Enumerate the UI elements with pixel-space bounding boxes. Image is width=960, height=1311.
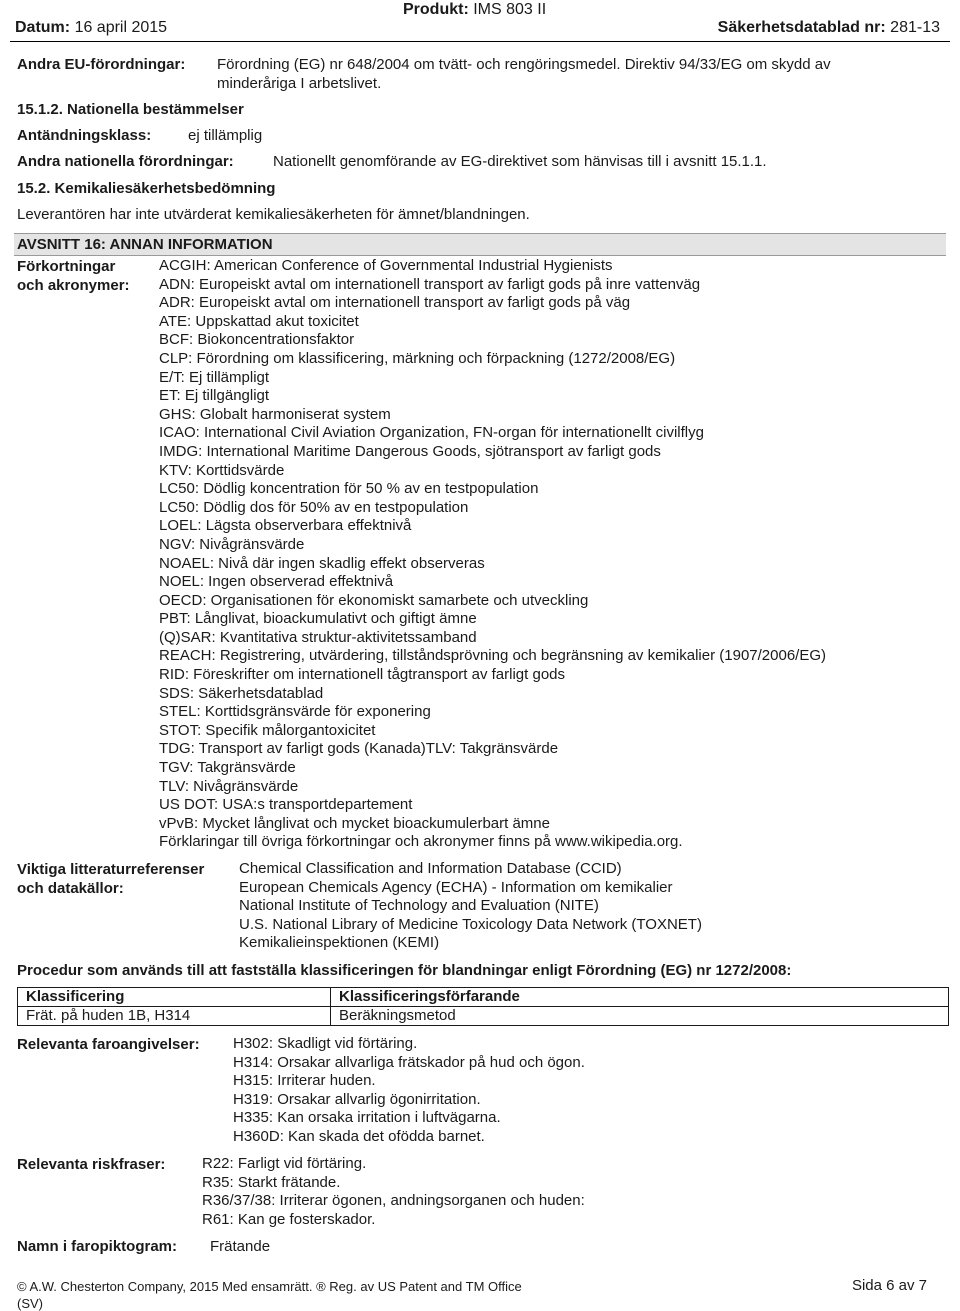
list-item: European Chemicals Agency (ECHA) - Information om kemikalier <box>239 878 673 896</box>
list-item: KTV: Korttidsvärde <box>159 461 285 479</box>
list-item: BCF: Biokoncentrationsfaktor <box>159 331 355 349</box>
abbr-label-1: Förkortningar <box>17 258 116 275</box>
list-item: R36/37/38: Irriterar ögonen, andningsorganen och huden: <box>202 1192 585 1210</box>
list-item: NOEL: Ingen observerad effektnivå <box>159 573 394 591</box>
list-item: ACGIH: American Conference of Governmental Industrial Hygienists <box>159 257 613 274</box>
list-item: NGV: Nivågränsvärde <box>159 535 305 553</box>
hazard-statement-list <box>233 1035 585 1147</box>
eu-text-line1: Förordning (EG) nr 648/2004 om tvätt- och rengöringsmedel. Direktiv 94/33/EG om skydd av <box>217 56 831 73</box>
datum-label: Datum: <box>15 19 71 36</box>
list-item: IMDG: International Maritime Dangerous Goods, sjötransport av farligt gods <box>159 442 661 460</box>
list-item: ET: Ej tillgängligt <box>159 387 270 405</box>
procedur-heading: Procedur som används till att fastställa klassificeringen för blandningar enligt Förordning (EG) nr 1272/2008: <box>17 962 792 979</box>
list-item: Förklaringar till övriga förkortningar och akronymer finns på www.wikipedia.org. <box>159 833 683 851</box>
list-item: ATE: Uppskattad akut toxicitet <box>159 312 359 330</box>
eu-label: Andra EU-förordningar: <box>17 56 186 73</box>
list-item: GHS: Globalt harmoniserat system <box>159 405 391 423</box>
abbreviation-list <box>159 257 826 852</box>
list-item: U.S. National Library of Medicine Toxicology Data Network (TOXNET) <box>239 915 702 933</box>
list-item: REACH: Registrering, utvärdering, tillståndsprövning och begränsning av kemikalier (1907/2006/EG) <box>159 647 827 665</box>
list-item: H335: Kan orsaka irritation i luftvägarna. <box>233 1109 501 1127</box>
list-item: H360D: Kan skada det ofödda barnet. <box>233 1127 485 1145</box>
footer-copyright: © A.W. Chesterton Company, 2015 Med ensamrätt. ® Reg. av US Patent and TM Office <box>17 1279 522 1294</box>
page-header <box>0 0 960 42</box>
list-item: CLP: Förordning om klassificering, märkning och förpackning (1272/2008/EG) <box>159 349 676 367</box>
list-item: ADN: Europeiskt avtal om internationell transport av farligt gods på inre vattenväg <box>159 275 701 293</box>
list-item: H302: Skadligt vid förtäring. <box>233 1035 418 1052</box>
andra-nationella-value: Nationellt genomförande av EG-direktivet som hänvisas till i avsnitt 15.1.1. <box>273 153 767 170</box>
list-item: LOEL: Lägsta observerbara effektnivå <box>159 517 412 535</box>
heading-15-1-2: 15.1.2. Nationella bestämmelser <box>17 101 244 118</box>
produkt <box>403 1 546 19</box>
list-item: SDS: Säkerhetsdatablad <box>159 684 324 702</box>
lit-label-1: Viktiga litteraturreferenser <box>17 861 205 878</box>
table-cell: Beräkningsmetod <box>331 1007 949 1026</box>
list-item: H314: Orsakar allvarliga frätskador på hud och ögon. <box>233 1053 585 1071</box>
list-item: STEL: Korttidsgränsvärde för exponering <box>159 703 431 721</box>
datum-value: 16 april 2015 <box>74 19 168 36</box>
list-item: E/T: Ej tillämpligt <box>159 368 270 386</box>
heading-15-2: 15.2. Kemikaliesäkerhetsbedömning <box>17 180 276 197</box>
andra-nationella-label: Andra nationella förordningar: <box>17 153 234 170</box>
datum <box>15 19 167 37</box>
list-item: TDG: Transport av farligt gods (Kanada)TLV: Takgränsvärde <box>159 740 559 758</box>
list-item: STOT: Specifik målorgantoxicitet <box>159 721 376 739</box>
list-item: R35: Starkt frätande. <box>202 1173 341 1191</box>
list-item: LC50: Dödlig koncentration för 50 % av en testpopulation <box>159 480 539 498</box>
page-number: Sida 6 av 7 <box>851 1277 927 1294</box>
list-item: NOAEL: Nivå där ingen skadlig effekt observeras <box>159 554 485 572</box>
lit-label-2: och datakällor: <box>17 880 124 897</box>
faro-label: Relevanta faroangivelser: <box>17 1036 200 1053</box>
table-header-row <box>18 988 949 1007</box>
list-item: US DOT: USA:s transportdepartement <box>159 796 413 814</box>
list-item: Kemikalieinspektionen (KEMI) <box>239 934 440 952</box>
list-item: PBT: Långlivat, bioackumulativt och giftigt ämne <box>159 610 477 628</box>
list-item: R61: Kan ge fosterskador. <box>202 1210 376 1228</box>
footer-lang: (SV) <box>17 1296 43 1311</box>
risk-label: Relevanta riskfraser: <box>17 1156 166 1173</box>
eu-text-line2: minderåriga I arbetslivet. <box>217 75 382 92</box>
literature-list <box>239 860 702 953</box>
list-item: ICAO: International Civil Aviation Organization, FN-organ för internationellt civilflyg <box>159 424 704 442</box>
section-16-header <box>14 233 946 256</box>
section-16-title: AVSNITT 16: ANNAN INFORMATION <box>17 236 273 253</box>
list-item: TGV: Takgränsvärde <box>159 759 296 777</box>
table-cell: Frät. på huden 1B, H314 <box>18 1007 331 1026</box>
antandningsklass-value: ej tillämplig <box>188 127 263 144</box>
list-item: vPvB: Mycket långlivat och mycket bioackumulerbart ämne <box>159 814 550 832</box>
list-item: H315: Irriterar huden. <box>233 1072 376 1090</box>
classification-table <box>17 987 949 1026</box>
table-row <box>18 1007 949 1026</box>
header-divider <box>10 41 950 42</box>
list-item: RID: Föreskrifter om internationell tågtransport av farligt gods <box>159 666 566 684</box>
sdb-value: 281-13 <box>890 19 940 36</box>
list-item: OECD: Organisationen för ekonomiskt samarbete och utveckling <box>159 591 589 609</box>
abbr-label-2: och akronymer: <box>17 277 130 294</box>
picto-value: Frätande <box>210 1238 271 1255</box>
produkt-value: IMS 803 II <box>473 1 547 18</box>
sdb-number <box>718 19 940 37</box>
list-item: (Q)SAR: Kvantitativa struktur-aktivitetssamband <box>159 628 477 646</box>
table-header-forfarande: Klassificeringsförfarande <box>331 988 949 1007</box>
list-item: ADR: Europeiskt avtal om internationell transport av farligt gods på väg <box>159 294 631 312</box>
list-item: LC50: Dödlig dos för 50% av en testpopulation <box>159 498 469 516</box>
list-item: H319: Orsakar allvarlig ögonirritation. <box>233 1090 481 1108</box>
table-header-klassificering: Klassificering <box>18 988 331 1007</box>
antandningsklass-label: Antändningsklass: <box>17 127 152 144</box>
produkt-label: Produkt: <box>403 1 469 18</box>
kemikalie-text: Leverantören har inte utvärderat kemikaliesäkerheten för ämnet/blandningen. <box>17 206 530 223</box>
picto-label: Namn i faropiktogram: <box>17 1238 178 1255</box>
sdb-label: Säkerhetsdatablad nr: <box>717 19 886 36</box>
risk-phrase-list <box>202 1155 585 1229</box>
list-item: R22: Farligt vid förtäring. <box>202 1155 367 1172</box>
list-item: Chemical Classification and Information Database (CCID) <box>239 860 622 877</box>
list-item: National Institute of Technology and Evaluation (NITE) <box>239 897 599 915</box>
list-item: TLV: Nivågränsvärde <box>159 777 299 795</box>
